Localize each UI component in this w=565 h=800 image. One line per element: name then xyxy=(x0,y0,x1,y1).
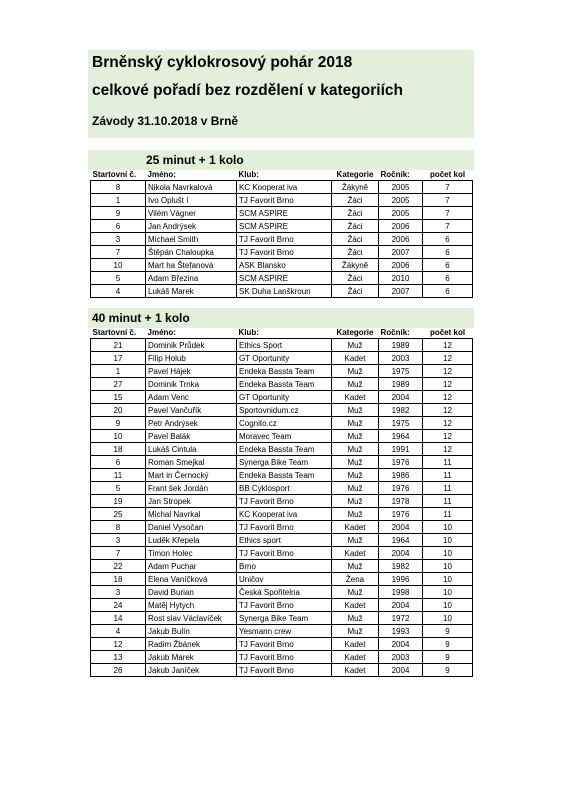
cell-laps: 11 xyxy=(423,508,473,521)
column-header-laps: počet kol xyxy=(423,168,473,181)
cell-start-number: 24 xyxy=(91,599,146,612)
cell-start-number: 1 xyxy=(91,365,146,378)
document-subtitle: celkové pořadí bez rozdělení v kategoriích xyxy=(92,82,403,99)
cell-category: Žáci xyxy=(332,246,379,259)
cell-category: Muž xyxy=(332,417,379,430)
cell-club: Sportovnidum.cz xyxy=(237,404,332,417)
cell-category: Muž xyxy=(332,560,379,573)
table-row xyxy=(91,352,473,365)
cell-start-number: 1 xyxy=(91,194,146,207)
cell-laps: 12 xyxy=(423,417,473,430)
cell-laps: 9 xyxy=(423,651,473,664)
cell-birth-year: 2007 xyxy=(379,285,423,298)
cell-laps: 11 xyxy=(423,456,473,469)
cell-start-number: 20 xyxy=(91,404,146,417)
cell-name: Michal Navrkal xyxy=(146,508,237,521)
cell-category: Kadet xyxy=(332,638,379,651)
cell-start-number: 14 xyxy=(91,612,146,625)
cell-category: Muž xyxy=(332,430,379,443)
cell-club: TJ Favorit Brno xyxy=(237,638,332,651)
cell-club: TJ Favorit Brno xyxy=(237,233,332,246)
cell-name: Adam Puchar xyxy=(146,560,237,573)
cell-start-number: 13 xyxy=(91,651,146,664)
cell-name: Matěj Hytych xyxy=(146,599,237,612)
cell-category: Muž xyxy=(332,534,379,547)
cell-club: TJ Favorit Brno xyxy=(237,246,332,259)
cell-name: David Burian xyxy=(146,586,237,599)
cell-category: Žákyně xyxy=(332,259,379,272)
cell-birth-year: 2004 xyxy=(379,638,423,651)
table-row xyxy=(91,443,473,456)
cell-start-number: 10 xyxy=(91,430,146,443)
cell-category: Kadet xyxy=(332,521,379,534)
cell-start-number: 7 xyxy=(91,246,146,259)
cell-club: TJ Favorit Brno xyxy=(237,547,332,560)
table-row xyxy=(91,417,473,430)
cell-category: Muž xyxy=(332,495,379,508)
cell-birth-year: 1976 xyxy=(379,456,423,469)
column-header-birth-year: Ročník: xyxy=(379,168,423,181)
column-header-category: Kategorie xyxy=(332,168,379,181)
cell-birth-year: 2004 xyxy=(379,599,423,612)
cell-laps: 11 xyxy=(423,495,473,508)
cell-start-number: 21 xyxy=(91,339,146,352)
cell-laps: 12 xyxy=(423,378,473,391)
cell-laps: 10 xyxy=(423,560,473,573)
cell-start-number: 7 xyxy=(91,547,146,560)
cell-laps: 9 xyxy=(423,638,473,651)
cell-category: Muž xyxy=(332,586,379,599)
table-row xyxy=(91,560,473,573)
cell-birth-year: 1976 xyxy=(379,482,423,495)
cell-start-number: 3 xyxy=(91,534,146,547)
cell-club: Moravec Team xyxy=(237,430,332,443)
cell-start-number: 11 xyxy=(91,469,146,482)
cell-laps: 12 xyxy=(423,339,473,352)
cell-birth-year: 2010 xyxy=(379,272,423,285)
table-row xyxy=(91,612,473,625)
table-row xyxy=(91,508,473,521)
cell-birth-year: 2004 xyxy=(379,547,423,560)
table-row xyxy=(91,573,473,586)
cell-birth-year: 2005 xyxy=(379,181,423,194)
cell-name: Timon Holec xyxy=(146,547,237,560)
cell-name: Jakub Janíček xyxy=(146,664,237,677)
cell-start-number: 9 xyxy=(91,207,146,220)
table-row xyxy=(91,272,473,285)
cell-start-number: 6 xyxy=(91,456,146,469)
cell-club: Endeka Bassta Team xyxy=(237,443,332,456)
cell-category: Žákyně xyxy=(332,181,379,194)
cell-laps: 7 xyxy=(423,207,473,220)
cell-laps: 12 xyxy=(423,404,473,417)
cell-birth-year: 1964 xyxy=(379,430,423,443)
cell-laps: 12 xyxy=(423,352,473,365)
cell-category: Muž xyxy=(332,508,379,521)
cell-laps: 10 xyxy=(423,521,473,534)
cell-name: Pavel Hájek xyxy=(146,365,237,378)
column-header-name: Jméno: xyxy=(146,168,237,181)
cell-laps: 7 xyxy=(423,181,473,194)
cell-start-number: 4 xyxy=(91,625,146,638)
cell-birth-year: 2007 xyxy=(379,246,423,259)
cell-name: Petr Andrýsek xyxy=(146,417,237,430)
table-row xyxy=(91,220,473,233)
cell-birth-year: 2005 xyxy=(379,194,423,207)
table-row xyxy=(91,625,473,638)
cell-birth-year: 2006 xyxy=(379,233,423,246)
cell-birth-year: 1964 xyxy=(379,534,423,547)
cell-laps: 10 xyxy=(423,599,473,612)
cell-name: Pavel Balák xyxy=(146,430,237,443)
cell-club: SCM ASPIRE xyxy=(237,272,332,285)
cell-club: Endeka Bassta Team xyxy=(237,365,332,378)
cell-club: TJ Favorit Brno xyxy=(237,599,332,612)
cell-start-number: 4 xyxy=(91,285,146,298)
cell-birth-year: 1975 xyxy=(379,417,423,430)
cell-club: Ethics sport xyxy=(237,534,332,547)
cell-club: GT Oportunity xyxy=(237,352,332,365)
cell-name: Nikola Navrkalová xyxy=(146,181,237,194)
cell-club: KC Kooperat iva xyxy=(237,181,332,194)
document-title: Brněnský cyklokrosový pohár 2018 xyxy=(92,54,353,71)
cell-laps: 10 xyxy=(423,586,473,599)
cell-name: Daniel Vysočan xyxy=(146,521,237,534)
table-row xyxy=(91,521,473,534)
cell-birth-year: 1998 xyxy=(379,586,423,599)
cell-name: Pavel Vančuřík xyxy=(146,404,237,417)
cell-laps: 12 xyxy=(423,365,473,378)
cell-name: Mart in Černocký xyxy=(146,469,237,482)
cell-birth-year: 1991 xyxy=(379,443,423,456)
cell-name: Filip Holub xyxy=(146,352,237,365)
cell-category: Kadet xyxy=(332,352,379,365)
cell-club: SCM ASPIRE xyxy=(237,220,332,233)
race-date: Závody 31.10.2018 v Brně xyxy=(92,114,239,128)
cell-club: GT Oportunity xyxy=(237,391,332,404)
cell-laps: 11 xyxy=(423,482,473,495)
table-row xyxy=(91,430,473,443)
cell-category: Muž xyxy=(332,625,379,638)
cell-category: Žáci xyxy=(332,285,379,298)
cell-birth-year: 2004 xyxy=(379,391,423,404)
table-row xyxy=(91,339,473,352)
results-table-25min xyxy=(90,168,473,298)
cell-category: Kadet xyxy=(332,391,379,404)
cell-category: Žáci xyxy=(332,272,379,285)
cell-laps: 12 xyxy=(423,430,473,443)
cell-category: Kadet xyxy=(332,599,379,612)
cell-birth-year: 1996 xyxy=(379,573,423,586)
cell-club: TJ Favorit Brno xyxy=(237,521,332,534)
cell-birth-year: 2003 xyxy=(379,352,423,365)
cell-club: Endeka Bassta Team xyxy=(237,378,332,391)
cell-start-number: 18 xyxy=(91,573,146,586)
table-row xyxy=(91,482,473,495)
cell-category: Muž xyxy=(332,404,379,417)
cell-start-number: 27 xyxy=(91,378,146,391)
table-row xyxy=(91,664,473,677)
cell-name: Štěpán Chaloupka xyxy=(146,246,237,259)
cell-laps: 10 xyxy=(423,612,473,625)
section-title-2: 40 minut + 1 kolo xyxy=(92,311,190,325)
cell-club: SCM ASPIRE xyxy=(237,207,332,220)
cell-laps: 10 xyxy=(423,534,473,547)
cell-name: Luděk Křepela xyxy=(146,534,237,547)
cell-laps: 6 xyxy=(423,259,473,272)
cell-birth-year: 1975 xyxy=(379,365,423,378)
cell-laps: 7 xyxy=(423,220,473,233)
cell-start-number: 3 xyxy=(91,586,146,599)
table-row xyxy=(91,469,473,482)
cell-start-number: 5 xyxy=(91,272,146,285)
cell-start-number: 10 xyxy=(91,259,146,272)
cell-start-number: 3 xyxy=(91,233,146,246)
cell-club: ASK Blansko xyxy=(237,259,332,272)
cell-club: Brno xyxy=(237,560,332,573)
section-title-1: 25 minut + 1 kolo xyxy=(146,153,244,167)
cell-name: Roman Smejkal xyxy=(146,456,237,469)
cell-category: Muž xyxy=(332,443,379,456)
cell-birth-year: 2006 xyxy=(379,259,423,272)
cell-laps: 12 xyxy=(423,391,473,404)
table-row xyxy=(91,285,473,298)
column-header-laps: počet kol xyxy=(423,326,473,339)
cell-laps: 12 xyxy=(423,443,473,456)
cell-start-number: 15 xyxy=(91,391,146,404)
cell-club: SK Duha Lanškroun xyxy=(237,285,332,298)
column-header-start-number: Startovní č. xyxy=(91,326,146,339)
cell-birth-year: 2003 xyxy=(379,651,423,664)
cell-start-number: 19 xyxy=(91,495,146,508)
cell-birth-year: 1976 xyxy=(379,508,423,521)
table-row xyxy=(91,586,473,599)
column-header-club: Klub: xyxy=(237,168,332,181)
cell-birth-year: 2005 xyxy=(379,207,423,220)
cell-laps: 11 xyxy=(423,469,473,482)
cell-name: Radim Žbánek xyxy=(146,638,237,651)
table-row xyxy=(91,534,473,547)
cell-start-number: 12 xyxy=(91,638,146,651)
cell-category: Žáci xyxy=(332,220,379,233)
cell-category: Muž xyxy=(332,482,379,495)
cell-category: Muž xyxy=(332,612,379,625)
cell-name: Rost slav Václavíček xyxy=(146,612,237,625)
cell-start-number: 9 xyxy=(91,417,146,430)
cell-category: Muž xyxy=(332,365,379,378)
cell-club: TJ Favorit Brno xyxy=(237,495,332,508)
cell-name: Adam Březina xyxy=(146,272,237,285)
cell-club: Synerga Bike Team xyxy=(237,612,332,625)
cell-laps: 7 xyxy=(423,194,473,207)
cell-start-number: 5 xyxy=(91,482,146,495)
table-row xyxy=(91,404,473,417)
cell-start-number: 18 xyxy=(91,443,146,456)
table-row xyxy=(91,391,473,404)
cell-club: TJ Favorit Brno xyxy=(237,651,332,664)
table-header-row xyxy=(91,168,473,181)
table-row xyxy=(91,651,473,664)
cell-category: Kadet xyxy=(332,651,379,664)
table-row xyxy=(91,207,473,220)
cell-laps: 10 xyxy=(423,573,473,586)
cell-laps: 9 xyxy=(423,625,473,638)
column-header-start-number: Startovní č. xyxy=(91,168,146,181)
cell-name: Lukáš Marek xyxy=(146,285,237,298)
table-row xyxy=(91,194,473,207)
cell-club: BB Cyklosport xyxy=(237,482,332,495)
table-row xyxy=(91,599,473,612)
cell-laps: 6 xyxy=(423,272,473,285)
cell-club: Synerga Bike Team xyxy=(237,456,332,469)
cell-name: Michael Smith xyxy=(146,233,237,246)
cell-club: KC Kooperat iva xyxy=(237,508,332,521)
cell-birth-year: 1989 xyxy=(379,339,423,352)
cell-name: Dominik Průdek xyxy=(146,339,237,352)
table-row xyxy=(91,547,473,560)
column-header-category: Kategorie xyxy=(332,326,379,339)
cell-start-number: 8 xyxy=(91,181,146,194)
cell-birth-year: 2004 xyxy=(379,664,423,677)
column-header-club: Klub: xyxy=(237,326,332,339)
table-row xyxy=(91,456,473,469)
cell-club: TJ Favorit Brno xyxy=(237,664,332,677)
table-header-row xyxy=(91,326,473,339)
table-row xyxy=(91,365,473,378)
table-row xyxy=(91,638,473,651)
cell-laps: 9 xyxy=(423,664,473,677)
cell-name: Jan Andrýsek xyxy=(146,220,237,233)
cell-category: Muž xyxy=(332,469,379,482)
cell-category: Žena xyxy=(332,573,379,586)
cell-start-number: 6 xyxy=(91,220,146,233)
cell-birth-year: 1972 xyxy=(379,612,423,625)
results-table-40min xyxy=(90,326,473,677)
table-row xyxy=(91,259,473,272)
cell-name: Jakub Marek xyxy=(146,651,237,664)
table-row xyxy=(91,495,473,508)
cell-birth-year: 1982 xyxy=(379,404,423,417)
cell-name: Lukáš Cintula xyxy=(146,443,237,456)
cell-laps: 6 xyxy=(423,246,473,259)
table-row xyxy=(91,246,473,259)
cell-name: Dominik Trnka xyxy=(146,378,237,391)
table-row xyxy=(91,378,473,391)
cell-name: Ivo Oplušt í xyxy=(146,194,237,207)
cell-birth-year: 2006 xyxy=(379,220,423,233)
cell-club: Cognito.cz xyxy=(237,417,332,430)
cell-name: Mart ha Štefanová xyxy=(146,259,237,272)
cell-category: Žáci xyxy=(332,194,379,207)
cell-club: Yesmann crew xyxy=(237,625,332,638)
column-header-birth-year: Ročník: xyxy=(379,326,423,339)
cell-start-number: 25 xyxy=(91,508,146,521)
cell-club: Uničov xyxy=(237,573,332,586)
cell-name: Frant šek Jordán xyxy=(146,482,237,495)
cell-start-number: 8 xyxy=(91,521,146,534)
cell-birth-year: 1978 xyxy=(379,495,423,508)
cell-name: Jakub Bulín xyxy=(146,625,237,638)
cell-laps: 10 xyxy=(423,547,473,560)
cell-category: Kadet xyxy=(332,547,379,560)
cell-name: Adam Venc xyxy=(146,391,237,404)
cell-category: Muž xyxy=(332,456,379,469)
column-header-name: Jméno: xyxy=(146,326,237,339)
cell-club: Ethics Sport xyxy=(237,339,332,352)
cell-name: Elena Vaníčková xyxy=(146,573,237,586)
cell-category: Muž xyxy=(332,339,379,352)
table-row xyxy=(91,181,473,194)
cell-category: Žáci xyxy=(332,233,379,246)
cell-name: Vilém Vágner xyxy=(146,207,237,220)
cell-laps: 6 xyxy=(423,285,473,298)
cell-start-number: 26 xyxy=(91,664,146,677)
cell-birth-year: 1986 xyxy=(379,469,423,482)
cell-start-number: 17 xyxy=(91,352,146,365)
cell-club: Endeka Bassta Team xyxy=(237,469,332,482)
cell-birth-year: 2004 xyxy=(379,521,423,534)
cell-laps: 6 xyxy=(423,233,473,246)
cell-birth-year: 1989 xyxy=(379,378,423,391)
cell-start-number: 22 xyxy=(91,560,146,573)
cell-birth-year: 1982 xyxy=(379,560,423,573)
cell-club: Česká Spořitelna xyxy=(237,586,332,599)
cell-category: Kadet xyxy=(332,664,379,677)
cell-category: Muž xyxy=(332,378,379,391)
cell-club: TJ Favorit Brno xyxy=(237,194,332,207)
cell-category: Žáci xyxy=(332,207,379,220)
table-row xyxy=(91,233,473,246)
cell-birth-year: 1993 xyxy=(379,625,423,638)
cell-name: Jan Stropek xyxy=(146,495,237,508)
